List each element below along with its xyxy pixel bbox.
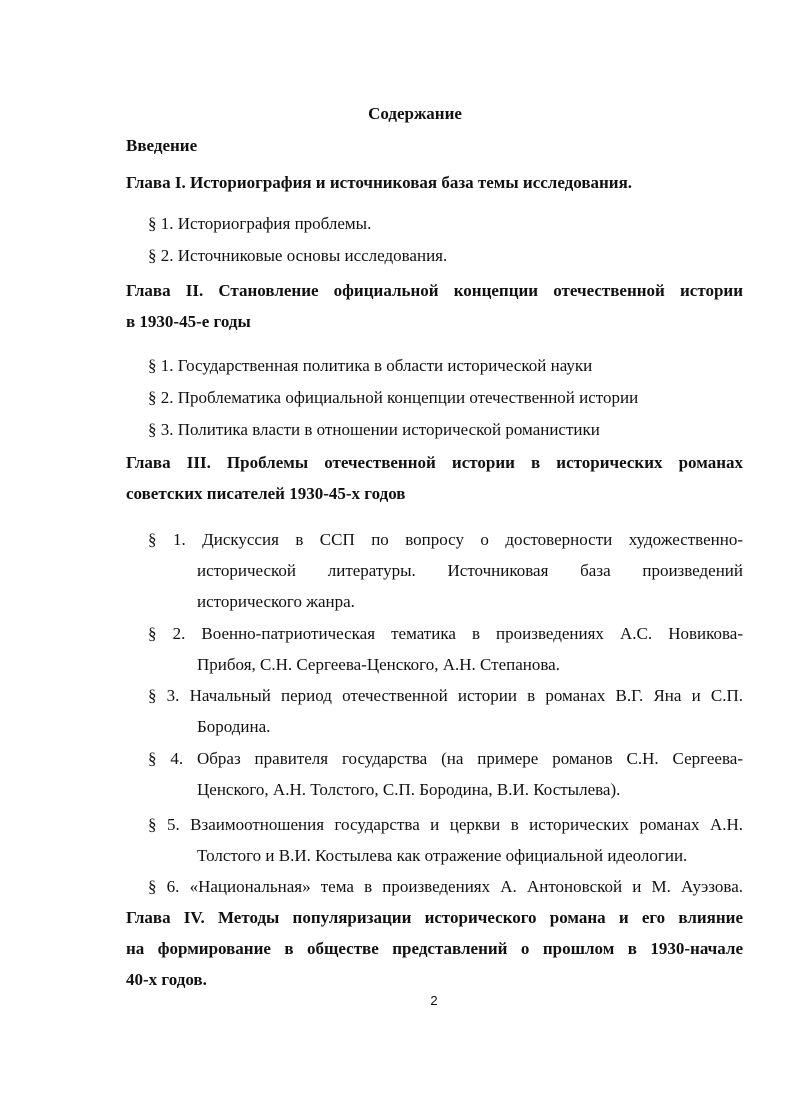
toc-chapter-3-section-4 [148, 743, 743, 805]
toc-chapter-3-line-2: советских писателей 1930-45-х годов [126, 484, 406, 503]
toc-chapter-4 [126, 902, 743, 995]
toc-chapter-1-section-1: § 1. Историография проблемы. [148, 214, 372, 233]
section-5-line-1: § 5. Взаимоотношения государства и церкви в исторических романах А.Н. [148, 815, 743, 834]
toc-chapter-3-section-6 [148, 871, 743, 902]
section-3-line-2: Бородина. [197, 717, 271, 736]
toc-chapter-1: Глава I. Историография и источниковая база темы исследования. [126, 173, 633, 192]
toc-chapter-3 [126, 447, 743, 509]
toc-chapter-4-line-2: на формирование в обществе представлений о прошлом в 1930-начале [126, 939, 743, 958]
toc-chapter-3-section-1 [148, 524, 743, 617]
section-6-line-1: § 6. «Национальная» тема в произведениях А. Антоновской и М. Ауэзова. [148, 877, 743, 896]
toc-chapter-4-line-1: Глава IV. Методы популяризации исторического романа и его влияние [126, 908, 743, 927]
toc-chapter-2 [126, 275, 743, 337]
section-3-line-1: § 3. Начальный период отечественной истории в романах В.Г. Яна и С.П. [148, 686, 743, 705]
toc-chapter-3-line-1: Глава III. Проблемы отечественной истории в исторических романах [126, 453, 743, 472]
section-1-line-1: § 1. Дискуссия в ССП по вопросу о достоверности художественно- [148, 530, 743, 549]
toc-chapter-2-section-1: § 1. Государственная политика в области исторической науки [148, 356, 593, 375]
section-4-line-1: § 4. Образ правителя государства (на примере романов С.Н. Сергеева- [148, 749, 743, 768]
toc-chapter-2-line-1: Глава II. Становление официальной концепции отечественной истории [126, 281, 743, 300]
toc-intro: Введение [126, 136, 198, 155]
section-2-line-1: § 2. Военно-патриотическая тематика в произведениях А.С. Новикова- [148, 624, 743, 643]
section-1-line-3: исторического жанра. [197, 592, 355, 611]
toc-chapter-3-section-5 [148, 809, 743, 871]
toc-chapter-1-section-2: § 2. Источниковые основы исследования. [148, 246, 448, 265]
section-4-line-2: Ценского, А.Н. Толстого, С.П. Бородина, В.И. Костылева). [197, 780, 621, 799]
toc-chapter-2-section-2: § 2. Проблематика официальной концепции отечественной истории [148, 388, 639, 407]
page-title: Содержание [368, 104, 462, 123]
section-2-line-2: Прибоя, С.Н. Сергеева-Ценского, А.Н. Степанова. [197, 655, 560, 674]
page-number: 2 [430, 993, 438, 1008]
toc-chapter-3-section-3 [148, 680, 743, 742]
toc-chapter-4-line-3: 40-х годов. [126, 970, 207, 989]
section-1-line-2: исторической литературы. Источниковая база произведений [197, 561, 743, 580]
toc-chapter-3-section-2 [148, 618, 743, 680]
toc-chapter-2-section-3: § 3. Политика власти в отношении исторической романистики [148, 420, 600, 439]
section-5-line-2: Толстого и В.И. Костылева как отражение официальной идеологии. [197, 846, 688, 865]
toc-chapter-2-line-2: в 1930-45-е годы [126, 312, 251, 331]
